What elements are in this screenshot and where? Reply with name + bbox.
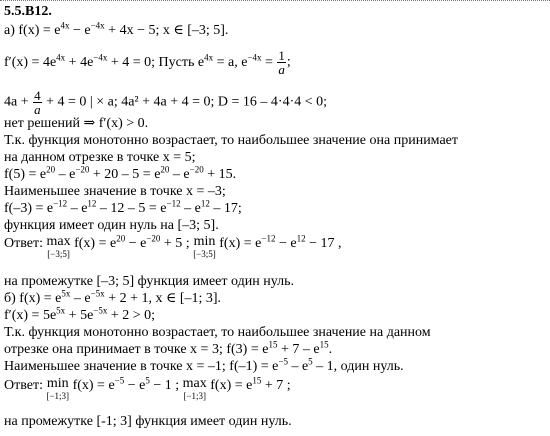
- exponent: 15: [268, 339, 278, 350]
- exponent: −4x: [247, 52, 262, 63]
- exponent: −20: [75, 164, 90, 175]
- monotone-line-b: Т.к. функция монотонно возрастает, то наибольшее значение на данном: [4, 325, 431, 340]
- exponent: −5: [278, 356, 288, 367]
- answer-line-b: [4, 375, 291, 402]
- quadratic-right: + 4 = 0 | × a; 4a² + 4a + 4 = 0; D = 16 – 4·4·4 < 0;: [46, 94, 328, 110]
- exponent: −4x: [93, 52, 108, 63]
- exponent: 12: [200, 198, 210, 209]
- exponent: −20: [189, 164, 204, 175]
- exponent: 20: [160, 164, 170, 175]
- exponent: 15: [252, 375, 262, 386]
- exponent: 5: [308, 356, 313, 367]
- fraction-four-over-a: [33, 89, 42, 116]
- quadratic-line: [4, 89, 327, 116]
- problem-number: 5.5.B12.: [4, 4, 52, 19]
- exponent: −4x: [90, 20, 105, 31]
- min-point-line-a: Наименьшее значение в точке x = –3;: [4, 184, 226, 199]
- f5-line: $f(5) = e^{20} - e^{-20} + 20 - 5 = e^{20} - e^{-20} + 15$.: [4, 164, 237, 182]
- answer-label: Ответ:: [4, 236, 43, 251]
- derivative-line-b: $f'(x) = 5e^{5x} + 5e^{-5x} + 2 > 0$;: [4, 305, 156, 323]
- part-b-statement: б) $f(x) = e^{5x} - e^{-5x} + 2 + 1$, x ∈ [–1; 3].: [4, 288, 222, 306]
- exponent: 5x: [56, 305, 66, 316]
- one-zero-line-a: функция имеет один нуль на [–3; 5].: [4, 218, 219, 233]
- exponent: −5x: [93, 305, 108, 316]
- fraction-denominator: a: [278, 62, 285, 77]
- part-a-statement: а) $f(x) = e^{4x} - e^{-4x} + 4x - 5$; x ∈ [–3; 5].: [4, 20, 229, 38]
- exponent: 15: [319, 339, 329, 350]
- max-expression: $f(x) = e^{20} - e^{-20} + 5$ ;: [74, 233, 190, 251]
- max-operator: max [−3;5]: [46, 234, 71, 259]
- fraction-numerator: 4: [34, 88, 41, 103]
- max-point-line-b: отрезке она принимает в точке x = 3; $f(3) = e^{15} + 7 - e^{15}$.: [4, 339, 333, 357]
- conclusion-b: на промежутке [-1; 3] функция имеет один нуль.: [4, 414, 292, 429]
- exponent: −12: [53, 198, 68, 209]
- exponent: −12: [261, 233, 276, 244]
- exponent: 12: [296, 233, 306, 244]
- min-expression: $f(x) = e^{-12} - e^{12} - 17$ ,: [219, 233, 342, 251]
- answer-label: Ответ:: [4, 378, 43, 393]
- min-operator: min [−3;5]: [193, 234, 216, 259]
- derivative-line-a: $f'(x) = 4e^{4x} + 4e^{-4x} + 4 = 0$; Пусть $e^{4x} = a$, $e^{-4x}$ = $\frac{1}{a}$ ;: [4, 48, 291, 77]
- max-expression: $f(x) = e^{15} + 7$ ;: [210, 375, 291, 393]
- derivative-text: $f'(x) = 4e^{4x} + 4e^{-4x} + 4 = 0$; Пусть $e^{4x} = a$, $e^{-4x}$ =: [4, 52, 273, 70]
- exponent: 4x: [204, 52, 214, 63]
- exponent: 12: [87, 198, 97, 209]
- exponent: −5x: [90, 288, 105, 299]
- answer-line-a: [4, 233, 342, 260]
- exponent: −5: [114, 375, 125, 386]
- exponent: −20: [146, 233, 161, 244]
- fraction-one-over-a: [277, 49, 286, 76]
- exponent: −12: [166, 198, 181, 209]
- no-solutions-line: нет решений ⇒ f′(x) > 0.: [4, 116, 149, 131]
- f-minus3-line: $f(-3) = e^{-12} - e^{12} - 12 - 5 = e^{-12} - e^{12} - 17$;: [4, 198, 242, 216]
- min-point-line-b: Наименьшее значение в точке x = –1; $f(-1) = e^{-5} - e^5 - 1$, один нуль.: [4, 356, 404, 374]
- exponent: 20: [116, 233, 126, 244]
- exponent: 20: [46, 164, 56, 175]
- cropped-top-edge: [0, 0, 550, 4]
- monotone-line-a: Т.к. функция монотонно возрастает, то наибольшее значение она принимает: [4, 133, 458, 148]
- exponent: 4x: [60, 20, 70, 31]
- max-operator: max [−1;3]: [182, 376, 207, 401]
- conclusion-a: на промежутке [–3; 5] функция имеет один нуль.: [4, 274, 294, 289]
- fraction-denominator: a: [34, 102, 41, 117]
- exponent: 5x: [61, 288, 71, 299]
- min-expression: $f(x) = e^{-5} - e^5 - 1$ ;: [72, 375, 180, 393]
- exponent: 5: [145, 375, 150, 386]
- fraction-numerator: 1: [278, 48, 285, 63]
- exponent: 4x: [56, 52, 66, 63]
- max-point-line-a: на данном отрезке в точке x = 5;: [4, 150, 196, 165]
- min-operator: min [−1;3]: [46, 376, 70, 401]
- quadratic-left: 4a +: [4, 94, 29, 110]
